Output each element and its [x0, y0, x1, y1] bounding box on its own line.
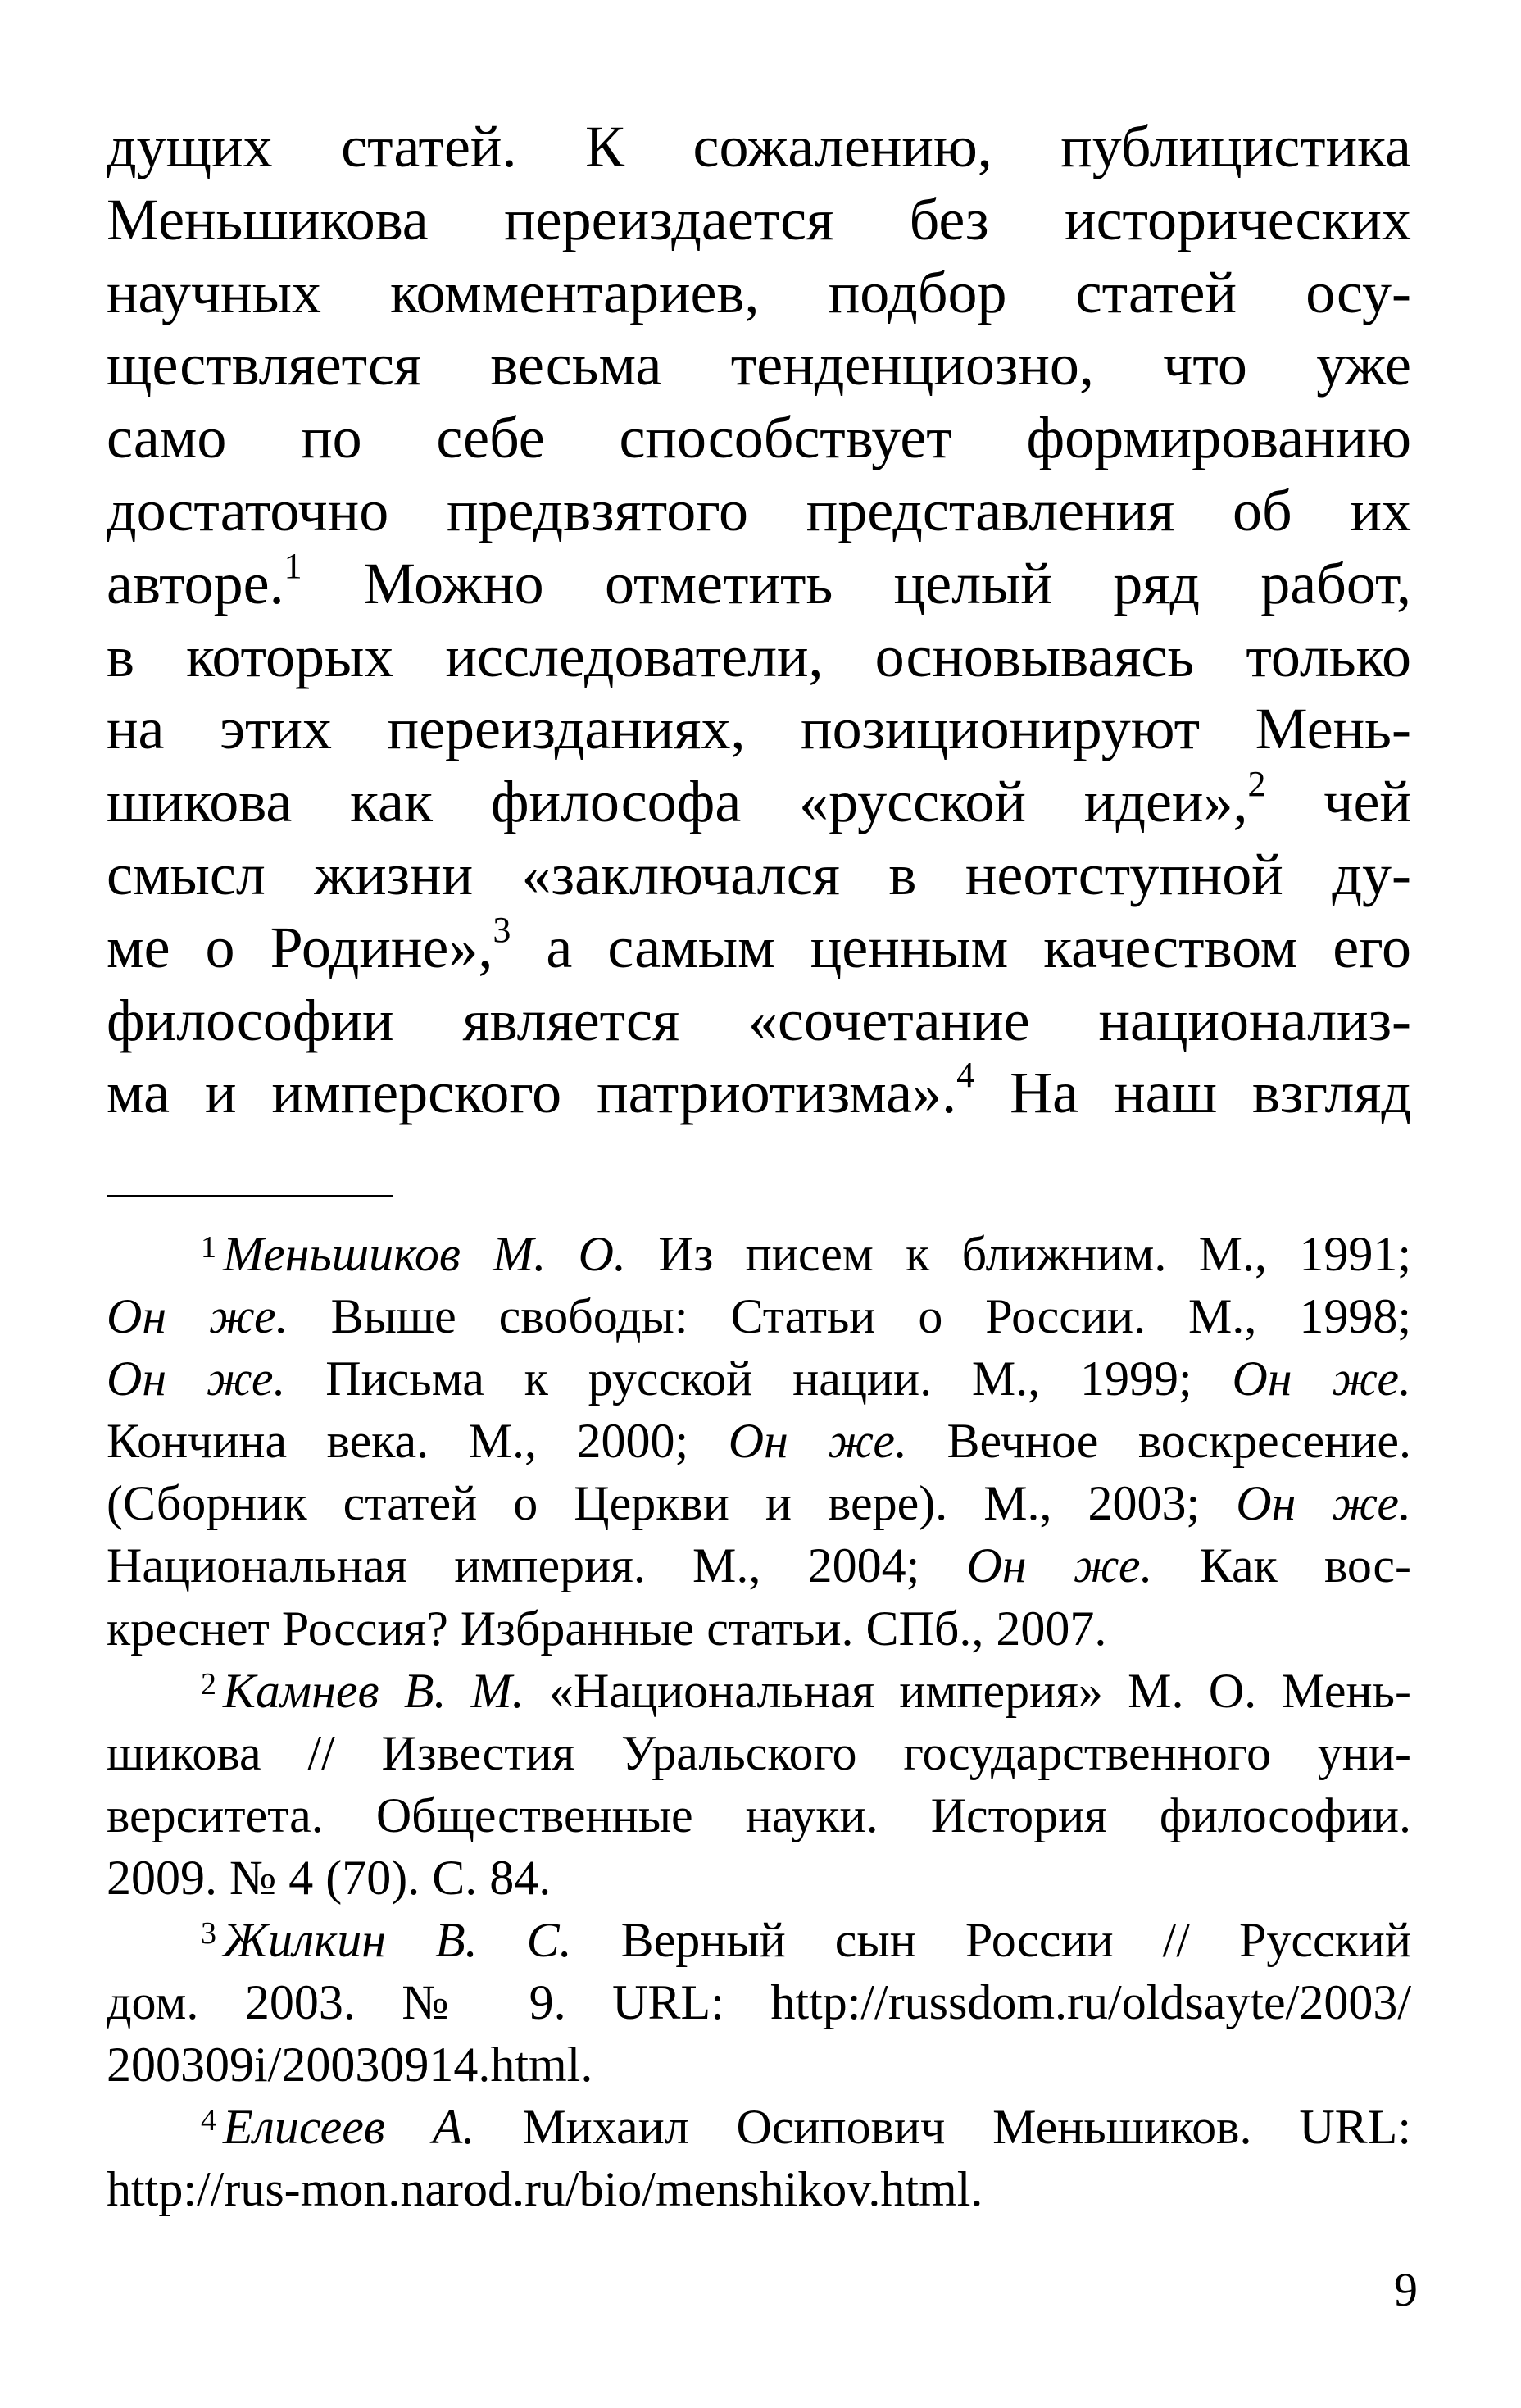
footnote-author: Камнев В. М. — [223, 1663, 524, 1718]
footnote-reference: 2 — [1247, 764, 1266, 805]
main-text-line: в которых исследователи, основываясь только — [107, 623, 1411, 689]
footnote-text: Кончина века. М., 2000; — [107, 1414, 729, 1469]
footnote-number: 3 — [201, 1916, 216, 1951]
main-text-line: научных комментариев, подбор статей осу- — [107, 259, 1411, 325]
footnote-reference: 4 — [956, 1055, 975, 1096]
footnote-number: 2 — [201, 1666, 216, 1702]
footnote-line — [107, 1909, 1411, 1971]
footnote-separator — [107, 1195, 393, 1197]
footnote-line — [107, 1347, 1411, 1410]
main-text-segment: На наш взгляд — [974, 1060, 1411, 1126]
footnote-text: Из писем к ближним. М., 1991; — [625, 1227, 1411, 1281]
footnote-text: верситета. Общественные науки. История философии. — [107, 1788, 1411, 1842]
footnote-author: Он же. — [1232, 1352, 1412, 1406]
footnote-author: Жилкин В. С. — [223, 1913, 572, 1968]
main-text-line — [107, 1056, 1411, 1129]
main-text-line — [107, 547, 1411, 620]
main-text-line: на этих переизданиях, позиционируют Мень- — [107, 696, 1411, 762]
main-text-line — [107, 911, 1411, 984]
footnote-line — [107, 1472, 1411, 1534]
main-text-line: Меньшикова переиздается без исторических — [107, 186, 1411, 252]
main-text-segment: а самым ценным качеством его — [511, 914, 1411, 980]
footnotes-block — [107, 1223, 1411, 2221]
main-text-line: философии является «сочетание национализ- — [107, 987, 1411, 1053]
footnote-author: Он же. — [728, 1414, 907, 1469]
footnote-line — [107, 1223, 1411, 1285]
footnote-text: креснет Россия? Избранные статьи. СПб., 2007. — [107, 1601, 1107, 1656]
footnote-line — [107, 1597, 1411, 1660]
main-text-line: ществляется весьма тенденциозно, что уже — [107, 332, 1411, 398]
main-text-line: само по себе способствует формированию — [107, 405, 1411, 471]
footnote-text: (Сборник статей о Церкви и вере). М., 2003; — [107, 1476, 1237, 1531]
footnote-line — [107, 1971, 1411, 2033]
main-text-line — [107, 766, 1411, 838]
footnote-text: Национальная империя. М., 2004; — [107, 1538, 967, 1593]
footnote-reference: 3 — [493, 909, 511, 950]
footnote-author: Он же. — [107, 1289, 288, 1344]
footnote-author: Он же. — [966, 1538, 1153, 1593]
footnote-reference: 1 — [284, 545, 302, 586]
footnote-line — [107, 2033, 1411, 2096]
main-text-segment: авторе. — [107, 550, 284, 616]
main-text-segment: шикова как философа «русской идеи», — [107, 769, 1248, 835]
footnote-author: Меньшиков М. О. — [223, 1227, 626, 1281]
footnote-line — [107, 1534, 1411, 1597]
footnote-text: дом. 2003. № 9. URL: http://russdom.ru/oldsayte/2003/ — [107, 1975, 1411, 2030]
footnote-author: Елисеев А. — [223, 2100, 475, 2155]
footnote-text: «Национальная империя» М. О. Мень- — [524, 1663, 1411, 1718]
footnote-text: 2009. № 4 (70). С. 84. — [107, 1850, 552, 1905]
footnote-text: http://rus-mon.narod.ru/bio/menshikov.html. — [107, 2162, 983, 2217]
footnote-line — [107, 1660, 1411, 1722]
footnote-text: 200309i/20030914.html. — [107, 2038, 593, 2092]
main-text-line: дущих статей. К сожалению, публицистика — [107, 114, 1411, 179]
page-number: 9 — [1394, 2263, 1418, 2316]
footnote-line — [107, 2096, 1411, 2158]
main-text-segment: Можно отметить целый ряд работ, — [302, 550, 1411, 616]
footnote-author: Он же. — [107, 1352, 286, 1406]
footnote-line — [107, 1285, 1411, 1347]
footnote-text: Вечное воскресение. — [907, 1414, 1411, 1469]
footnote-number: 1 — [201, 1230, 216, 1265]
main-text-line: смысл жизни «заключался в неотступной ду- — [107, 841, 1411, 907]
footnote-text: Выше свободы: Статьи о России. М., 1998; — [288, 1289, 1411, 1344]
footnote-author: Он же. — [1236, 1476, 1412, 1531]
footnote-text: Письма к русской нации. М., 1999; — [285, 1352, 1233, 1406]
main-body-text — [107, 111, 1411, 1129]
footnote-text: Верный сын России // Русский — [571, 1913, 1411, 1968]
footnote-line — [107, 1847, 1411, 1909]
footnote-line — [107, 2158, 1411, 2220]
main-text-segment: ме о Родине», — [107, 914, 493, 980]
footnote-text: Михаил Осипович Меньшиков. URL: — [474, 2100, 1411, 2155]
footnote-number: 4 — [201, 2103, 216, 2138]
footnote-text: Как вос- — [1152, 1538, 1411, 1593]
footnote-text: шикова // Известия Уральского государственного уни- — [107, 1725, 1411, 1780]
footnote-line — [107, 1784, 1411, 1847]
main-text-segment: ма и имперского патриотизма». — [107, 1060, 957, 1126]
main-text-segment: чей — [1265, 769, 1411, 835]
footnote-line — [107, 1722, 1411, 1784]
main-text-line: достаточно предвзятого представления об их — [107, 477, 1411, 543]
footnote-line — [107, 1410, 1411, 1472]
